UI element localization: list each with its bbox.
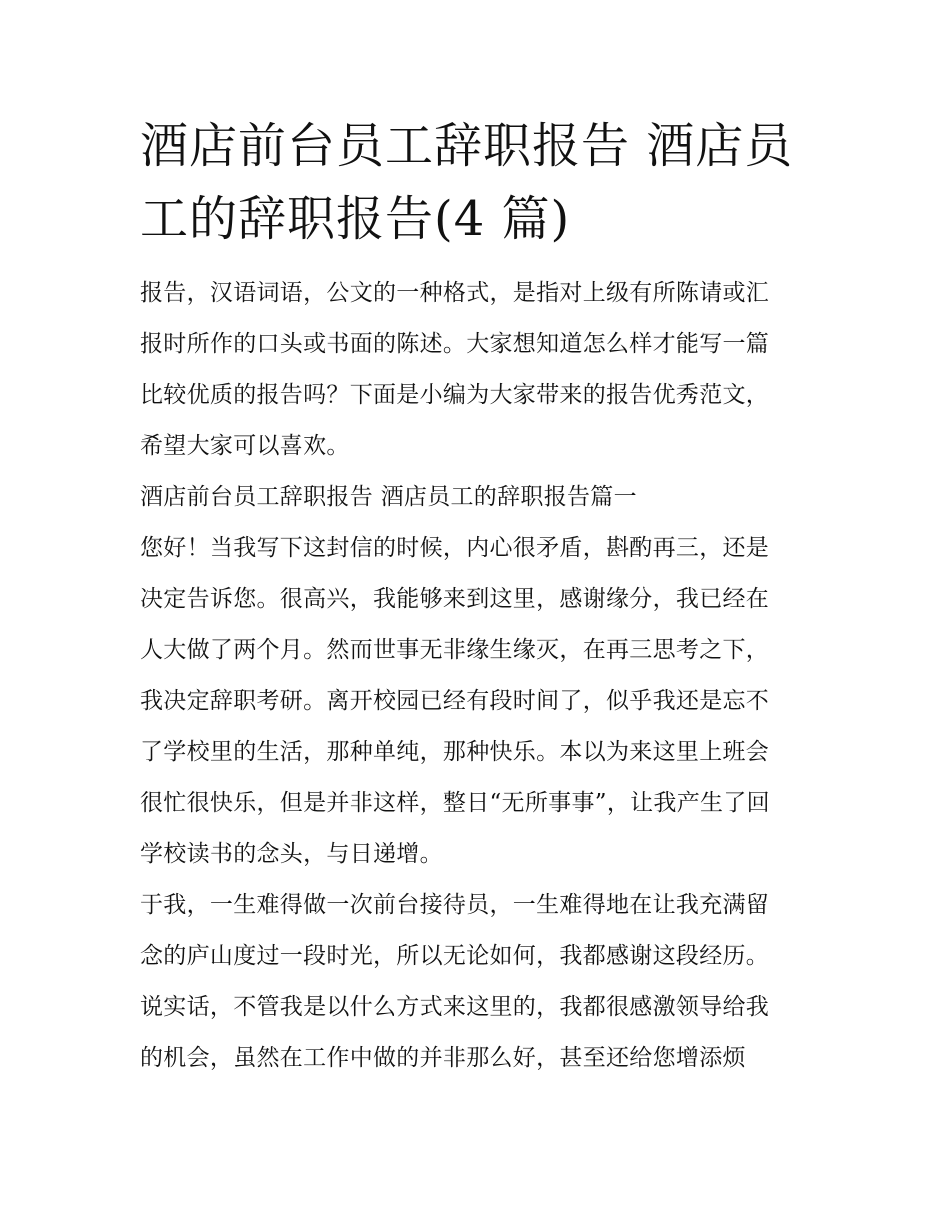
document-page: [140, 110, 820, 1084]
text-line: 比较优质的报告吗？下面是小编为大家带来的报告优秀范文，: [140, 382, 770, 408]
text-line: 于我，一生难得做一次前台接待员，一生难得地在让我充满留: [140, 892, 770, 918]
section-heading: [140, 472, 820, 523]
text-line: 念的庐山度过一段时光，所以无论如何，我都感谢这段经历。: [140, 943, 770, 969]
text-line: 报告，汉语词语，公文的一种格式，是指对上级有所陈请或汇: [140, 280, 770, 306]
body-paragraph-2: [140, 880, 820, 1084]
text-line: 您好！当我写下这封信的时候，内心很矛盾，斟酌再三，还是: [140, 535, 770, 561]
text-line: 了学校里的生活，那种单纯，那种快乐。本以为来这里上班会: [140, 739, 770, 765]
body-paragraph-1: [140, 523, 820, 880]
text-line: 的机会，虽然在工作中做的并非那么好，甚至还给您增添烦: [140, 1045, 746, 1071]
text-line: 人大做了两个月。然而世事无非缘生缘灭，在再三思考之下，: [140, 637, 770, 663]
text-line: 学校读书的念头，与日递增。: [140, 841, 443, 867]
text-line: 很忙很快乐，但是并非这样，整日“无所事事”，让我产生了回: [140, 790, 770, 816]
text-line: 希望大家可以喜欢。: [140, 433, 350, 459]
text-line: 酒店前台员工辞职报告 酒店员工的辞职报告篇一: [140, 484, 637, 510]
document-title: [140, 110, 820, 256]
text-line: 我决定辞职考研。离开校园已经有段时间了，似乎我还是忘不: [140, 688, 770, 714]
title-line-2: 工的辞职报告(4 篇): [140, 191, 571, 247]
title-line-1: 酒店前台员工辞职报告 酒店员: [140, 118, 794, 174]
text-line: 决定告诉您。很高兴，我能够来到这里，感谢缘分，我已经在: [140, 586, 770, 612]
intro-paragraph: [140, 268, 820, 472]
text-line: 说实话，不管我是以什么方式来这里的，我都很感激领导给我: [140, 994, 770, 1020]
text-line: 报时所作的口头或书面的陈述。大家想知道怎么样才能写一篇: [140, 331, 770, 357]
